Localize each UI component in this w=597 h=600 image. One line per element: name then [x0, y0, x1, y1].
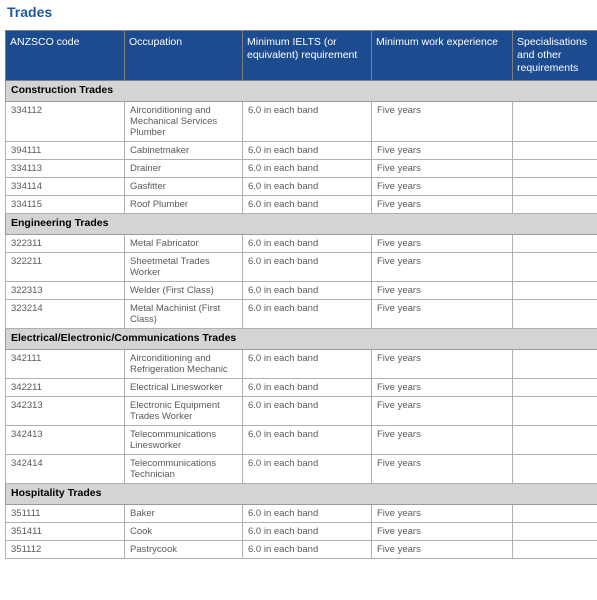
- table-row: [6, 142, 597, 160]
- occupation-cell: Roof Plumber: [125, 196, 243, 214]
- section-title: Hospitality Trades: [6, 484, 597, 505]
- work-experience-cell: Five years: [372, 235, 513, 253]
- occupation-cell: Airconditioning and Mechanical Services Plumber: [125, 102, 243, 142]
- ielts-requirement-cell: 6.0 in each band: [243, 505, 372, 523]
- work-experience-cell: Five years: [372, 300, 513, 329]
- table-row: [6, 178, 597, 196]
- ielts-requirement-cell: 6.0 in each band: [243, 253, 372, 282]
- ielts-requirement-cell: 6.0 in each band: [243, 455, 372, 484]
- anzsco-code-cell: 342414: [6, 455, 125, 484]
- occupation-cell: Baker: [125, 505, 243, 523]
- work-experience-cell: Five years: [372, 196, 513, 214]
- table-row: [6, 196, 597, 214]
- trades-table: [5, 30, 597, 559]
- occupation-cell: Gasfitter: [125, 178, 243, 196]
- occupation-cell: Metal Machinist (First Class): [125, 300, 243, 329]
- table-row: [6, 455, 597, 484]
- header-occupation: Occupation: [125, 31, 243, 81]
- anzsco-code-cell: 351111: [6, 505, 125, 523]
- ielts-requirement-cell: 6.0 in each band: [243, 350, 372, 379]
- table-row: [6, 379, 597, 397]
- occupation-cell: Cook: [125, 523, 243, 541]
- work-experience-cell: Five years: [372, 455, 513, 484]
- table-row: [6, 541, 597, 559]
- work-experience-cell: Five years: [372, 160, 513, 178]
- work-experience-cell: Five years: [372, 523, 513, 541]
- ielts-requirement-cell: 6.0 in each band: [243, 235, 372, 253]
- specialisations-cell: [513, 196, 597, 214]
- section-header-row: [6, 329, 597, 350]
- work-experience-cell: Five years: [372, 282, 513, 300]
- specialisations-cell: [513, 235, 597, 253]
- work-experience-cell: Five years: [372, 350, 513, 379]
- occupation-cell: Metal Fabricator: [125, 235, 243, 253]
- anzsco-code-cell: 342313: [6, 397, 125, 426]
- table-row: [6, 102, 597, 142]
- specialisations-cell: [513, 455, 597, 484]
- anzsco-code-cell: 322211: [6, 253, 125, 282]
- ielts-requirement-cell: 6.0 in each band: [243, 426, 372, 455]
- work-experience-cell: Five years: [372, 505, 513, 523]
- occupation-cell: Sheetmetal Trades Worker: [125, 253, 243, 282]
- anzsco-code-cell: 342211: [6, 379, 125, 397]
- work-experience-cell: Five years: [372, 142, 513, 160]
- ielts-requirement-cell: 6.0 in each band: [243, 102, 372, 142]
- table-header-row: [6, 31, 597, 81]
- table-row: [6, 397, 597, 426]
- specialisations-cell: [513, 397, 597, 426]
- section-header-row: [6, 484, 597, 505]
- ielts-requirement-cell: 6.0 in each band: [243, 300, 372, 329]
- occupation-cell: Airconditioning and Refrigeration Mechanic: [125, 350, 243, 379]
- section-header-row: [6, 214, 597, 235]
- work-experience-cell: Five years: [372, 426, 513, 455]
- occupation-cell: Cabinetmaker: [125, 142, 243, 160]
- table-row: [6, 523, 597, 541]
- trades-table-container: [5, 30, 597, 559]
- header-specialisations: Specialisations and other requirements: [513, 31, 597, 81]
- table-row: [6, 235, 597, 253]
- work-experience-cell: Five years: [372, 178, 513, 196]
- occupation-cell: Pastrycook: [125, 541, 243, 559]
- occupation-cell: Electrical Linesworker: [125, 379, 243, 397]
- page-title: Trades: [7, 4, 53, 20]
- occupation-cell: Telecommunications Technician: [125, 455, 243, 484]
- ielts-requirement-cell: 6.0 in each band: [243, 523, 372, 541]
- occupation-cell: Drainer: [125, 160, 243, 178]
- anzsco-code-cell: 342413: [6, 426, 125, 455]
- ielts-requirement-cell: 6.0 in each band: [243, 160, 372, 178]
- ielts-requirement-cell: 6.0 in each band: [243, 282, 372, 300]
- specialisations-cell: [513, 541, 597, 559]
- ielts-requirement-cell: 6.0 in each band: [243, 379, 372, 397]
- specialisations-cell: [513, 102, 597, 142]
- header-min-work-experience: Minimum work experience: [372, 31, 513, 81]
- specialisations-cell: [513, 300, 597, 329]
- anzsco-code-cell: 334114: [6, 178, 125, 196]
- occupation-cell: Telecommunications Linesworker: [125, 426, 243, 455]
- specialisations-cell: [513, 282, 597, 300]
- table-row: [6, 505, 597, 523]
- anzsco-code-cell: 342111: [6, 350, 125, 379]
- anzsco-code-cell: 351411: [6, 523, 125, 541]
- work-experience-cell: Five years: [372, 379, 513, 397]
- specialisations-cell: [513, 505, 597, 523]
- anzsco-code-cell: 322313: [6, 282, 125, 300]
- specialisations-cell: [513, 379, 597, 397]
- table-row: [6, 426, 597, 455]
- anzsco-code-cell: 322311: [6, 235, 125, 253]
- anzsco-code-cell: 334112: [6, 102, 125, 142]
- table-body: [6, 81, 597, 559]
- anzsco-code-cell: 334115: [6, 196, 125, 214]
- section-header-row: [6, 81, 597, 102]
- occupation-cell: Electronic Equipment Trades Worker: [125, 397, 243, 426]
- header-anzsco-code: ANZSCO code: [6, 31, 125, 81]
- ielts-requirement-cell: 6.0 in each band: [243, 142, 372, 160]
- section-title: Electrical/Electronic/Communications Trades: [6, 329, 597, 350]
- occupation-cell: Welder (First Class): [125, 282, 243, 300]
- work-experience-cell: Five years: [372, 541, 513, 559]
- ielts-requirement-cell: 6.0 in each band: [243, 397, 372, 426]
- specialisations-cell: [513, 142, 597, 160]
- section-title: Construction Trades: [6, 81, 597, 102]
- table-row: [6, 350, 597, 379]
- specialisations-cell: [513, 178, 597, 196]
- table-row: [6, 160, 597, 178]
- work-experience-cell: Five years: [372, 397, 513, 426]
- specialisations-cell: [513, 426, 597, 455]
- section-title: Engineering Trades: [6, 214, 597, 235]
- specialisations-cell: [513, 253, 597, 282]
- anzsco-code-cell: 323214: [6, 300, 125, 329]
- table-row: [6, 253, 597, 282]
- ielts-requirement-cell: 6.0 in each band: [243, 196, 372, 214]
- specialisations-cell: [513, 160, 597, 178]
- specialisations-cell: [513, 523, 597, 541]
- work-experience-cell: Five years: [372, 253, 513, 282]
- table-row: [6, 282, 597, 300]
- anzsco-code-cell: 394111: [6, 142, 125, 160]
- header-min-ielts: Minimum IELTS (or equivalent) requirement: [243, 31, 372, 81]
- work-experience-cell: Five years: [372, 102, 513, 142]
- table-row: [6, 300, 597, 329]
- specialisations-cell: [513, 350, 597, 379]
- ielts-requirement-cell: 6.0 in each band: [243, 178, 372, 196]
- anzsco-code-cell: 351112: [6, 541, 125, 559]
- anzsco-code-cell: 334113: [6, 160, 125, 178]
- ielts-requirement-cell: 6.0 in each band: [243, 541, 372, 559]
